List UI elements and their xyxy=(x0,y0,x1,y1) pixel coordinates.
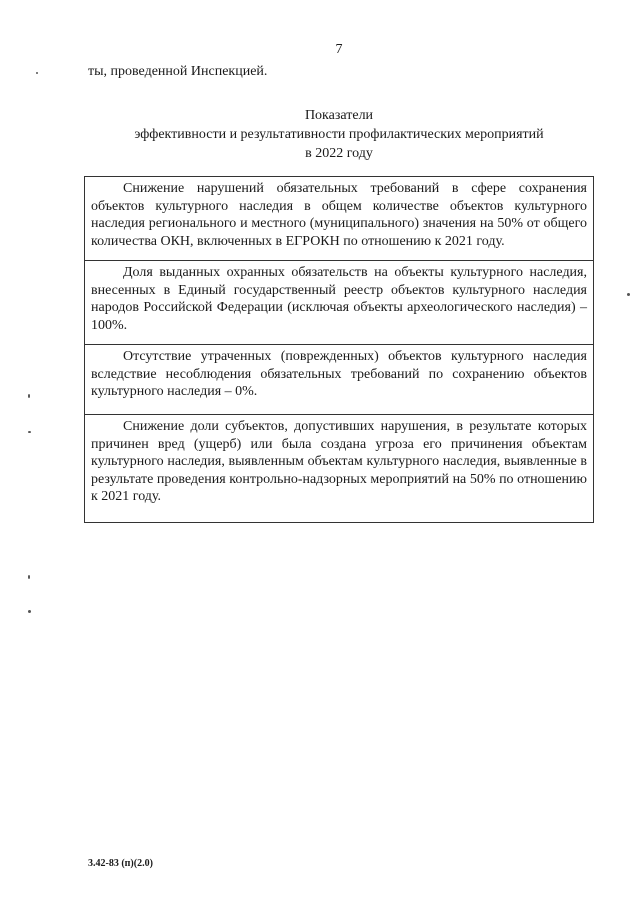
scan-speck xyxy=(627,293,630,296)
indicator-row: Снижение нарушений обязательных требований в сфере сохранения объектов культурного наследия в общем количестве объектов культурного наследия регионального и местного (муниципального) значения на 50% от общего количества ОКН, включенных в ЕГРОКН по отношению к 2021 году. xyxy=(85,177,593,261)
heading-line-1: Показатели xyxy=(304,108,374,123)
indicator-row: Снижение доли субъектов, допустивших нарушения, в результате которых причинен вред (ущерб) или была создана угроза его причинения объектам культурного наследия, выявленным объектам культурного наследия, выявленные в результате проведения контрольно-надзорных мероприятий на 50% по отношению к 2021 году. xyxy=(91,419,587,504)
scan-speck xyxy=(28,610,31,613)
heading-line-3: в 2022 году xyxy=(305,146,373,161)
scan-speck xyxy=(28,431,31,433)
heading-line-2: эффективности и результативности профилактических мероприятий xyxy=(134,127,544,142)
scan-speck xyxy=(36,72,38,74)
indicator-row: Отсутствие утраченных (поврежденных) объектов культурного наследия вследствие несоблюдения обязательных требований по сохранению объектов культурного наследия – 0%. xyxy=(85,345,593,415)
indicator-row: Доля выданных охранных обязательств на объекты культурного наследия, внесенных в Единый государственный реестр объектов культурного наследия народов Российской Федерации (исключая объекты археологического наследия) – 100%. xyxy=(85,261,593,345)
section-heading xyxy=(44,106,634,163)
intro-text: ты, проведенной Инспекцией. xyxy=(88,64,268,79)
scan-speck xyxy=(28,575,30,579)
page-number: 7 xyxy=(335,42,343,57)
document-code: 3.42-83 (п)(2.0) xyxy=(88,858,153,869)
scan-speck xyxy=(28,394,30,398)
indicators-table xyxy=(84,176,594,523)
